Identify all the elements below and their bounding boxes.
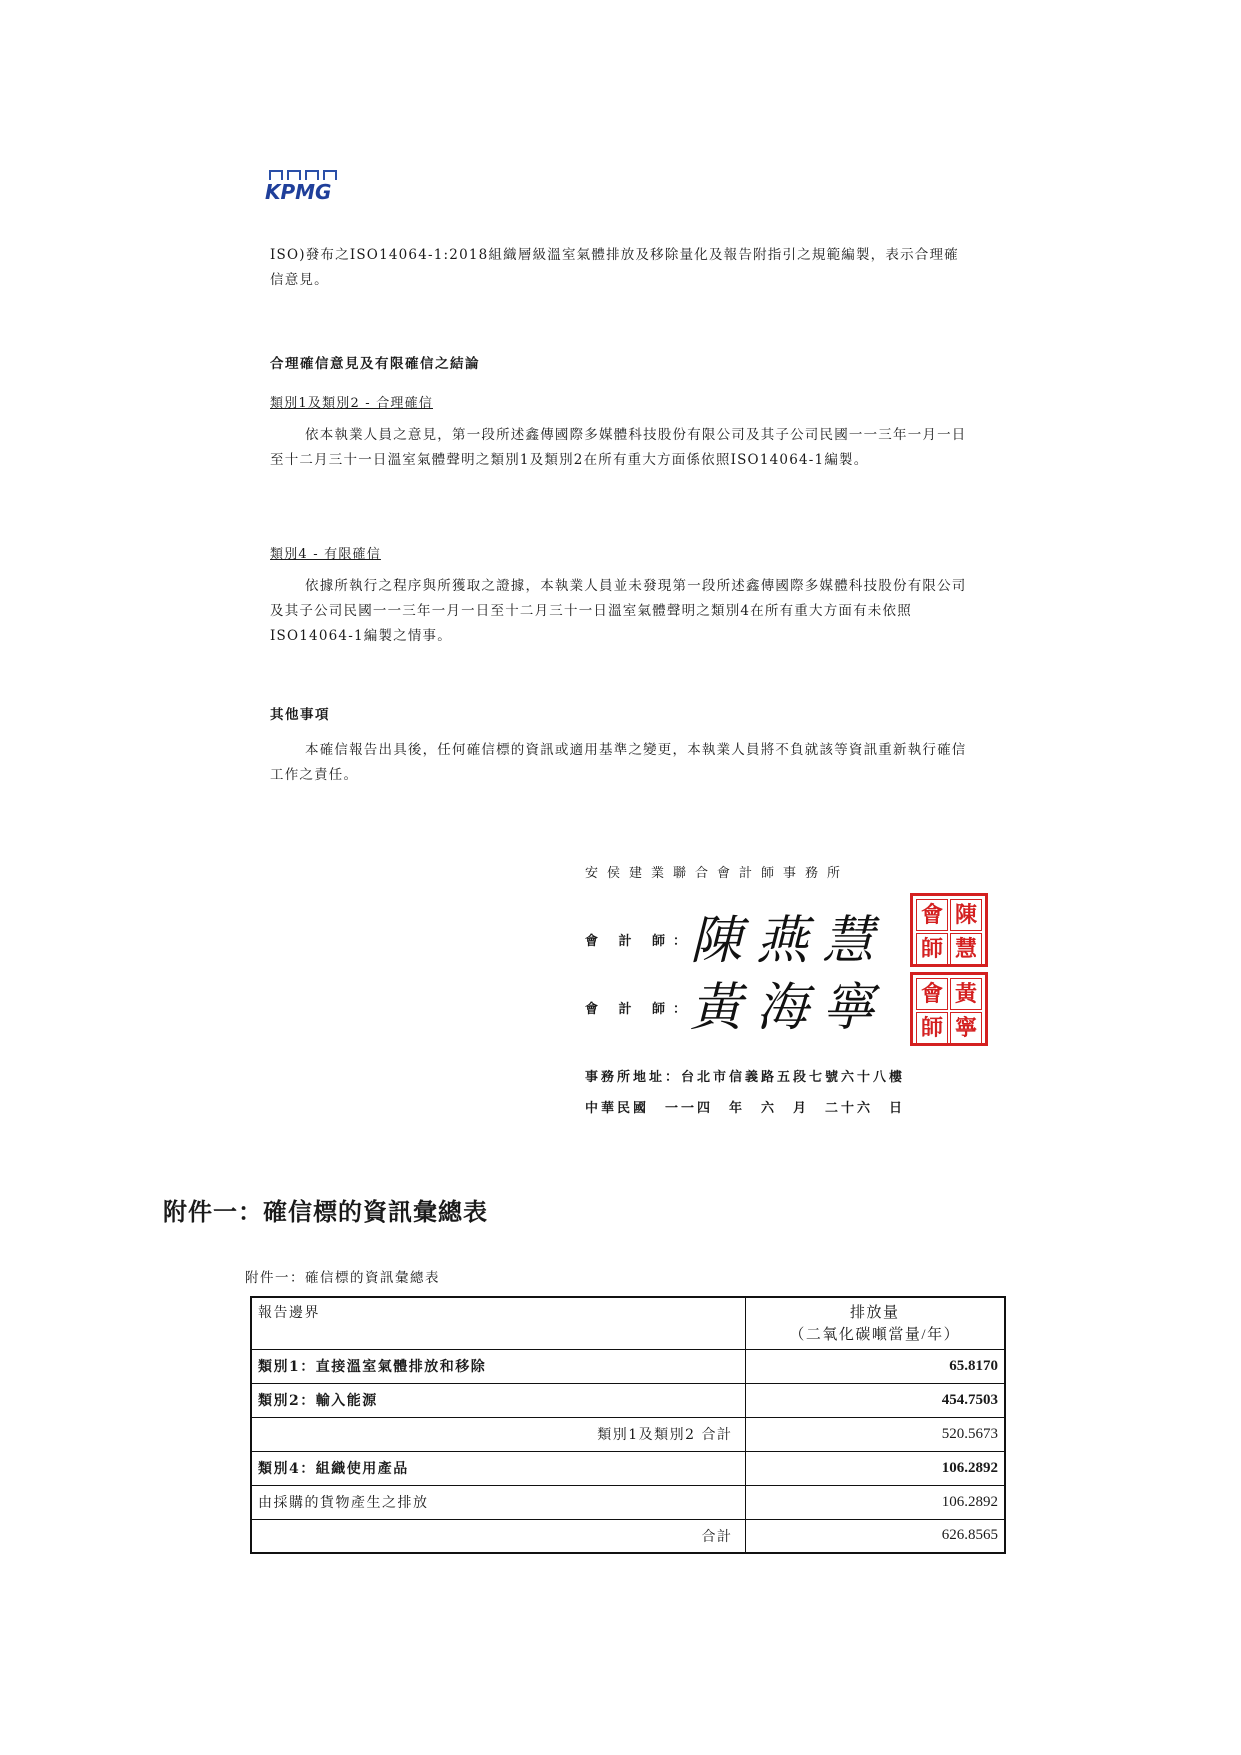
cat4-paragraph: 依據所執行之程序與所獲取之證據，本執業人員並未發現第一段所述鑫傳國際多媒體科技股份有限公司及其子公司民國一一三年一月一日至十二月三十一日溫室氣體聲明之類別4在所有重大方面有未依照ISO14064-1編製之情事。 xyxy=(270,578,967,644)
cpa1-label: 會 計 師： xyxy=(585,934,695,949)
cat12-paragraph: 依本執業人員之意見，第一段所述鑫傳國際多媒體科技股份有限公司及其子公司民國一一三年一月一日至十二月三十一日溫室氣體聲明之類別1及類別2在所有重大方面係依照ISO14064-1編製。 xyxy=(270,427,967,468)
cpa2-label: 會 計 師： xyxy=(585,1002,695,1017)
row-value: 106.2892 xyxy=(745,1451,1005,1485)
header-emission-line1: 排放量 xyxy=(849,1305,900,1321)
row-label: 類別1：直接溫室氣體排放和移除 xyxy=(251,1349,745,1383)
other-heading: 其他事項 xyxy=(270,707,330,723)
cat12-heading: 類別1及類別2 - 合理確信 xyxy=(270,396,433,411)
seal-char: 會 xyxy=(916,978,948,1010)
row-value: 65.8170 xyxy=(745,1349,1005,1383)
logo-text: KPMG xyxy=(265,180,332,204)
row-value: 106.2892 xyxy=(745,1485,1005,1519)
seal-char: 會 xyxy=(916,899,948,931)
annex-title: 附件一：確信標的資訊彙總表 xyxy=(163,1198,488,1226)
conclusion-heading: 合理確信意見及有限確信之結論 xyxy=(270,356,480,372)
seal-char: 陳 xyxy=(950,899,982,931)
header-emission-line2: （二氧化碳噸當量/年） xyxy=(789,1327,961,1343)
kpmg-logo xyxy=(265,170,345,206)
header-boundary: 報告邊界 xyxy=(251,1297,745,1349)
row-label: 類別2：輸入能源 xyxy=(251,1383,745,1417)
cpa1-signature: 陳燕慧 xyxy=(690,911,889,971)
table-row xyxy=(251,1519,1005,1553)
seal-char: 寧 xyxy=(950,1012,982,1044)
row-label: 合計 xyxy=(251,1519,745,1553)
seal-char: 師 xyxy=(916,1012,948,1044)
row-value: 454.7503 xyxy=(745,1383,1005,1417)
header-emission xyxy=(745,1297,1005,1349)
table-caption: 附件一：確信標的資訊彙總表 xyxy=(245,1270,440,1286)
intro-paragraph: ISO)發布之ISO14064-1:2018組織層級溫室氣體排放及移除量化及報告附指引之規範編製，表示合理確信意見。 xyxy=(270,247,959,288)
firm-address: 事務所地址：台北市信義路五段七號六十八樓 xyxy=(585,1070,906,1085)
other-paragraph: 本確信報告出具後，任何確信標的資訊或適用基準之變更，本執業人員將不負就該等資訊重新執行確信工作之責任。 xyxy=(270,742,967,783)
summary-table xyxy=(250,1296,1006,1554)
table-header-row xyxy=(251,1297,1005,1349)
table-row xyxy=(251,1417,1005,1451)
cat4-heading: 類別4 - 有限確信 xyxy=(270,547,381,562)
row-label: 由採購的貨物產生之排放 xyxy=(251,1485,745,1519)
cpa1-seal xyxy=(910,893,988,967)
table-row xyxy=(251,1349,1005,1383)
cpa2-seal xyxy=(910,972,988,1046)
seal-char: 黃 xyxy=(950,978,982,1010)
seal-char: 師 xyxy=(916,933,948,965)
row-value: 520.5673 xyxy=(745,1417,1005,1451)
logo-boxes xyxy=(269,170,341,180)
row-label: 類別4：組織使用產品 xyxy=(251,1451,745,1485)
cpa2-signature: 黃海寧 xyxy=(690,978,889,1038)
table-row xyxy=(251,1485,1005,1519)
table-row xyxy=(251,1451,1005,1485)
table-row xyxy=(251,1383,1005,1417)
row-label: 類別1及類別2 合計 xyxy=(251,1417,745,1451)
firm-name: 安侯建業聯合會計師事務所 xyxy=(585,866,850,881)
row-value: 626.8565 xyxy=(745,1519,1005,1553)
seal-char: 慧 xyxy=(950,933,982,965)
report-date: 中華民國 一一四 年 六 月 二十六 日 xyxy=(585,1101,906,1116)
